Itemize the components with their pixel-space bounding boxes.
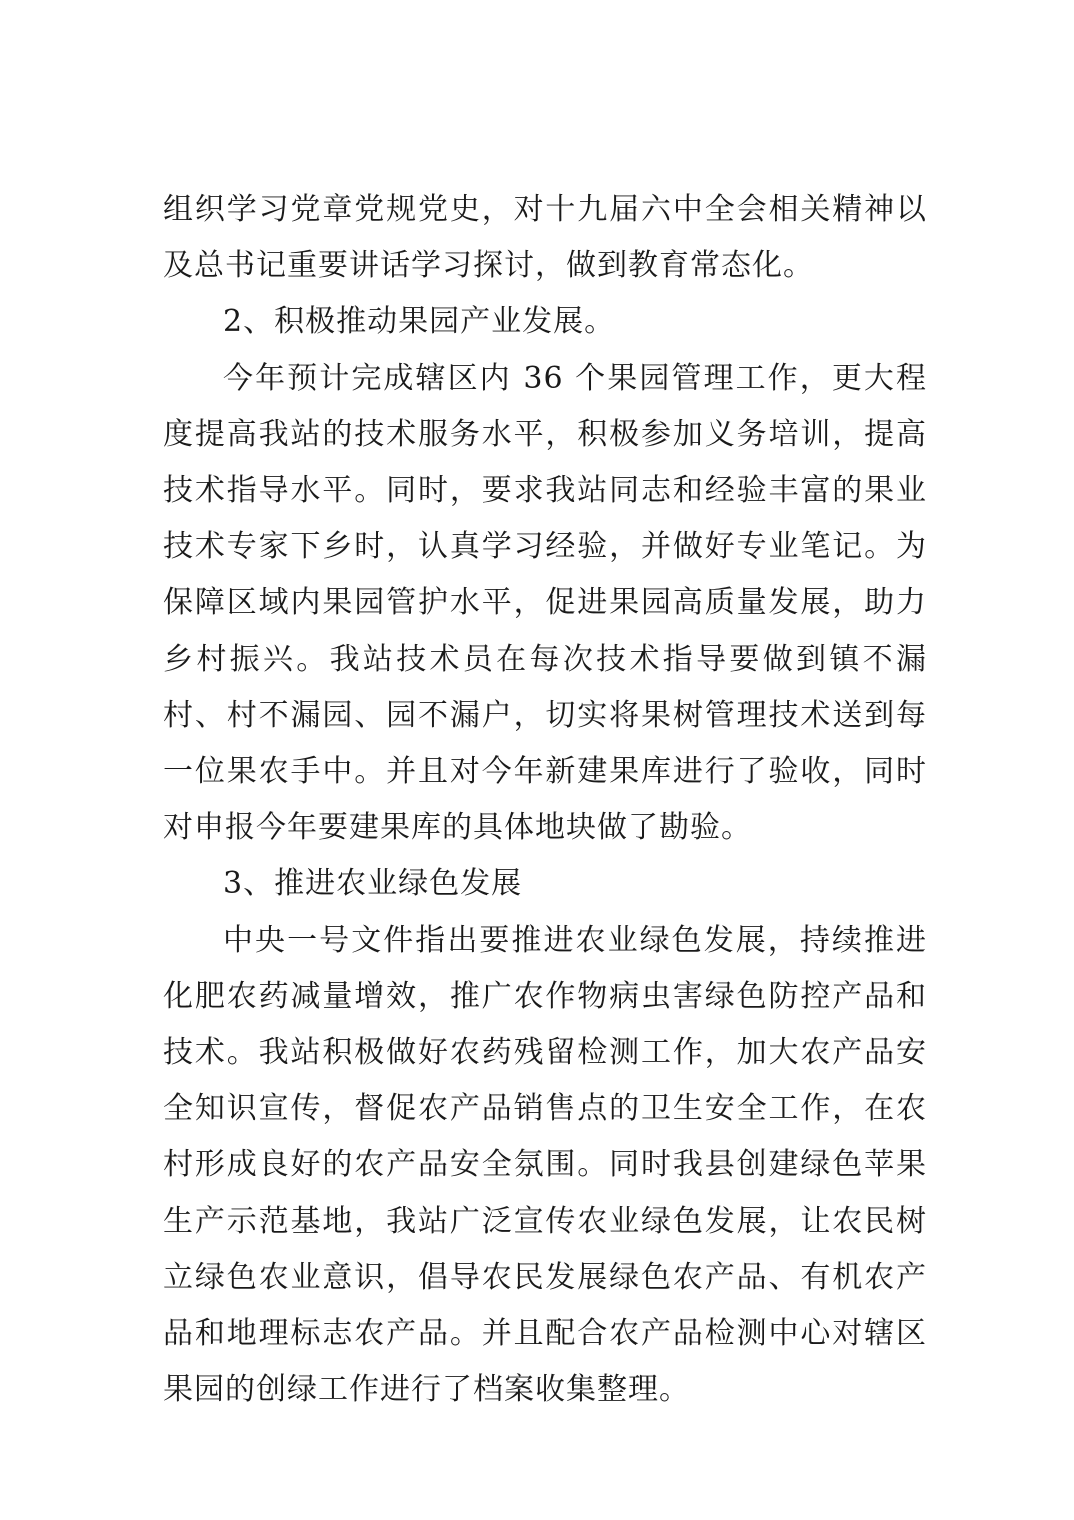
paragraph-orchard-development: 今年预计完成辖区内 36 个果园管理工作，更大程度提高我站的技术服务水平，积极参加义务培训，提高技术指导水平。同时，要求我站同志和经验丰富的果业技术专家下乡时，认真学习经验，并做好专业笔记。为保障区域内果园管护水平，促进果园高质量发展，助力乡村振兴。我站技术员在每次技术指导要做到镇不漏村、村不漏园、园不漏户，切实将果树管理技术送到每一位果农手中。并且对今年新建果库进行了验收，同时对申报今年要建果库的具体地块做了勘验。: [163, 360, 927, 846]
paragraph-green-agriculture: 中央一号文件指出要推进农业绿色发展，持续推进化肥农药减量增效，推广农作物病虫害绿色防控产品和技术。我站积极做好农药残留检测工作，加大农产品安全知识宣传，督促农产品销售点的卫生安全工作，在农村形成良好的农产品安全氛围。同时我县创建绿色苹果生产示范基地，我站广泛宣传农业绿色发展，让农民树立绿色农业意识，倡导农民发展绿色农产品、有机农产品和地理标志农产品。并且配合农产品检测中心对辖区果园的创绿工作进行了档案收集整理。: [163, 922, 927, 1408]
document-body: [163, 182, 927, 1418]
section-heading-green-agriculture: 3、推进农业绿色发展: [223, 866, 523, 902]
section-heading-orchard: 2、积极推动果园产业发展。: [223, 304, 616, 340]
paragraph-party-study: 组织学习党章党规党史，对十九届六中全会相关精神以及总书记重要讲话学习探讨，做到教育常态化。: [163, 192, 927, 284]
